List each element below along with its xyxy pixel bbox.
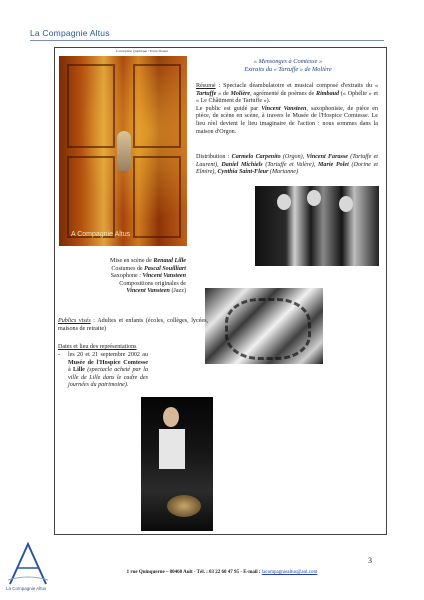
header-rule [30,40,384,41]
show-subtitle: Extraits du « Tartuffe » de Molière [244,66,332,74]
page-number: 3 [368,556,372,565]
distribution-paragraph: Distribution : Carmelo Carpenito (Orgon), Vincent Farasse (Tartuffe et Laurent), Daniel Michiels (Tartuffe et Valère), Marie Polet (Dorine et Elmire), Cynthia Saint-Fleur (Marianne) [196,154,378,176]
list-bullet: - [58,352,61,358]
publics-paragraph: Publics visés : Adultes et enfants (écoles, collèges, lycées, maisons de retraite) [58,318,208,332]
saxophone-photo [205,288,323,364]
dates-heading: Dates et lieu des représentations [58,344,137,350]
logo-text: La Compagnie Altus [6,586,47,591]
logo-a-icon [4,540,52,588]
resume-paragraph: Résumé : Spectacle déambulatoire et musical composé d'extraits du « Tartuffe » de Molière, agrémenté de poèmes de Rimbaud (« Ophélie » et « Le Châtiment de Tartuffe »). Le public est guidé par Vincent Vansteen, saxophoniste, de pièce en pièce, de scène en scène, à travers le Musée de l'Hospice Comtesse. Le lieu réel devient le lieu imaginaire de l'action : nous sommes dans la maison d'Orgon. [196,83,378,135]
photo-credit: Conception graphique : Tobie Dourer [116,49,169,53]
credits-block: Mise en scène de Renaud Lille Costumes de Pascal Souilliart Saxophone : Vincent Vansteen Compositions originales de Vincent Vansteen (Jazz) [110,258,186,295]
saxophonist-photo [141,397,213,531]
door-photo-mark: A Compagnie Altus [71,231,131,238]
footer-contact: 1 rue Quinquerne – 80460 Ault - Tél. : 03 22 60 47 95 - E-mail : lacompagniealtus@aol.com [126,570,318,575]
email-link[interactable]: lacompagniealtus@aol.com [261,570,318,575]
resume-label: Résumé [196,83,216,89]
show-title [196,58,380,74]
actors-photo [255,186,379,266]
door-photo [59,56,187,246]
company-logo [4,540,52,596]
date-list-item: - les 20 et 21 septembre 2002 au Musée de l'Hospice Comtesse à Lille (spectacle acheté par la ville de Lille dans le cadre des journées du patrimoine). [58,352,148,389]
face-in-doorway [117,131,131,171]
show-title-main: « Mensonges à Comtesse » [253,58,323,65]
header-company-name: La Compagnie Altus [30,28,110,38]
publics-label: Publics visés [58,318,91,324]
